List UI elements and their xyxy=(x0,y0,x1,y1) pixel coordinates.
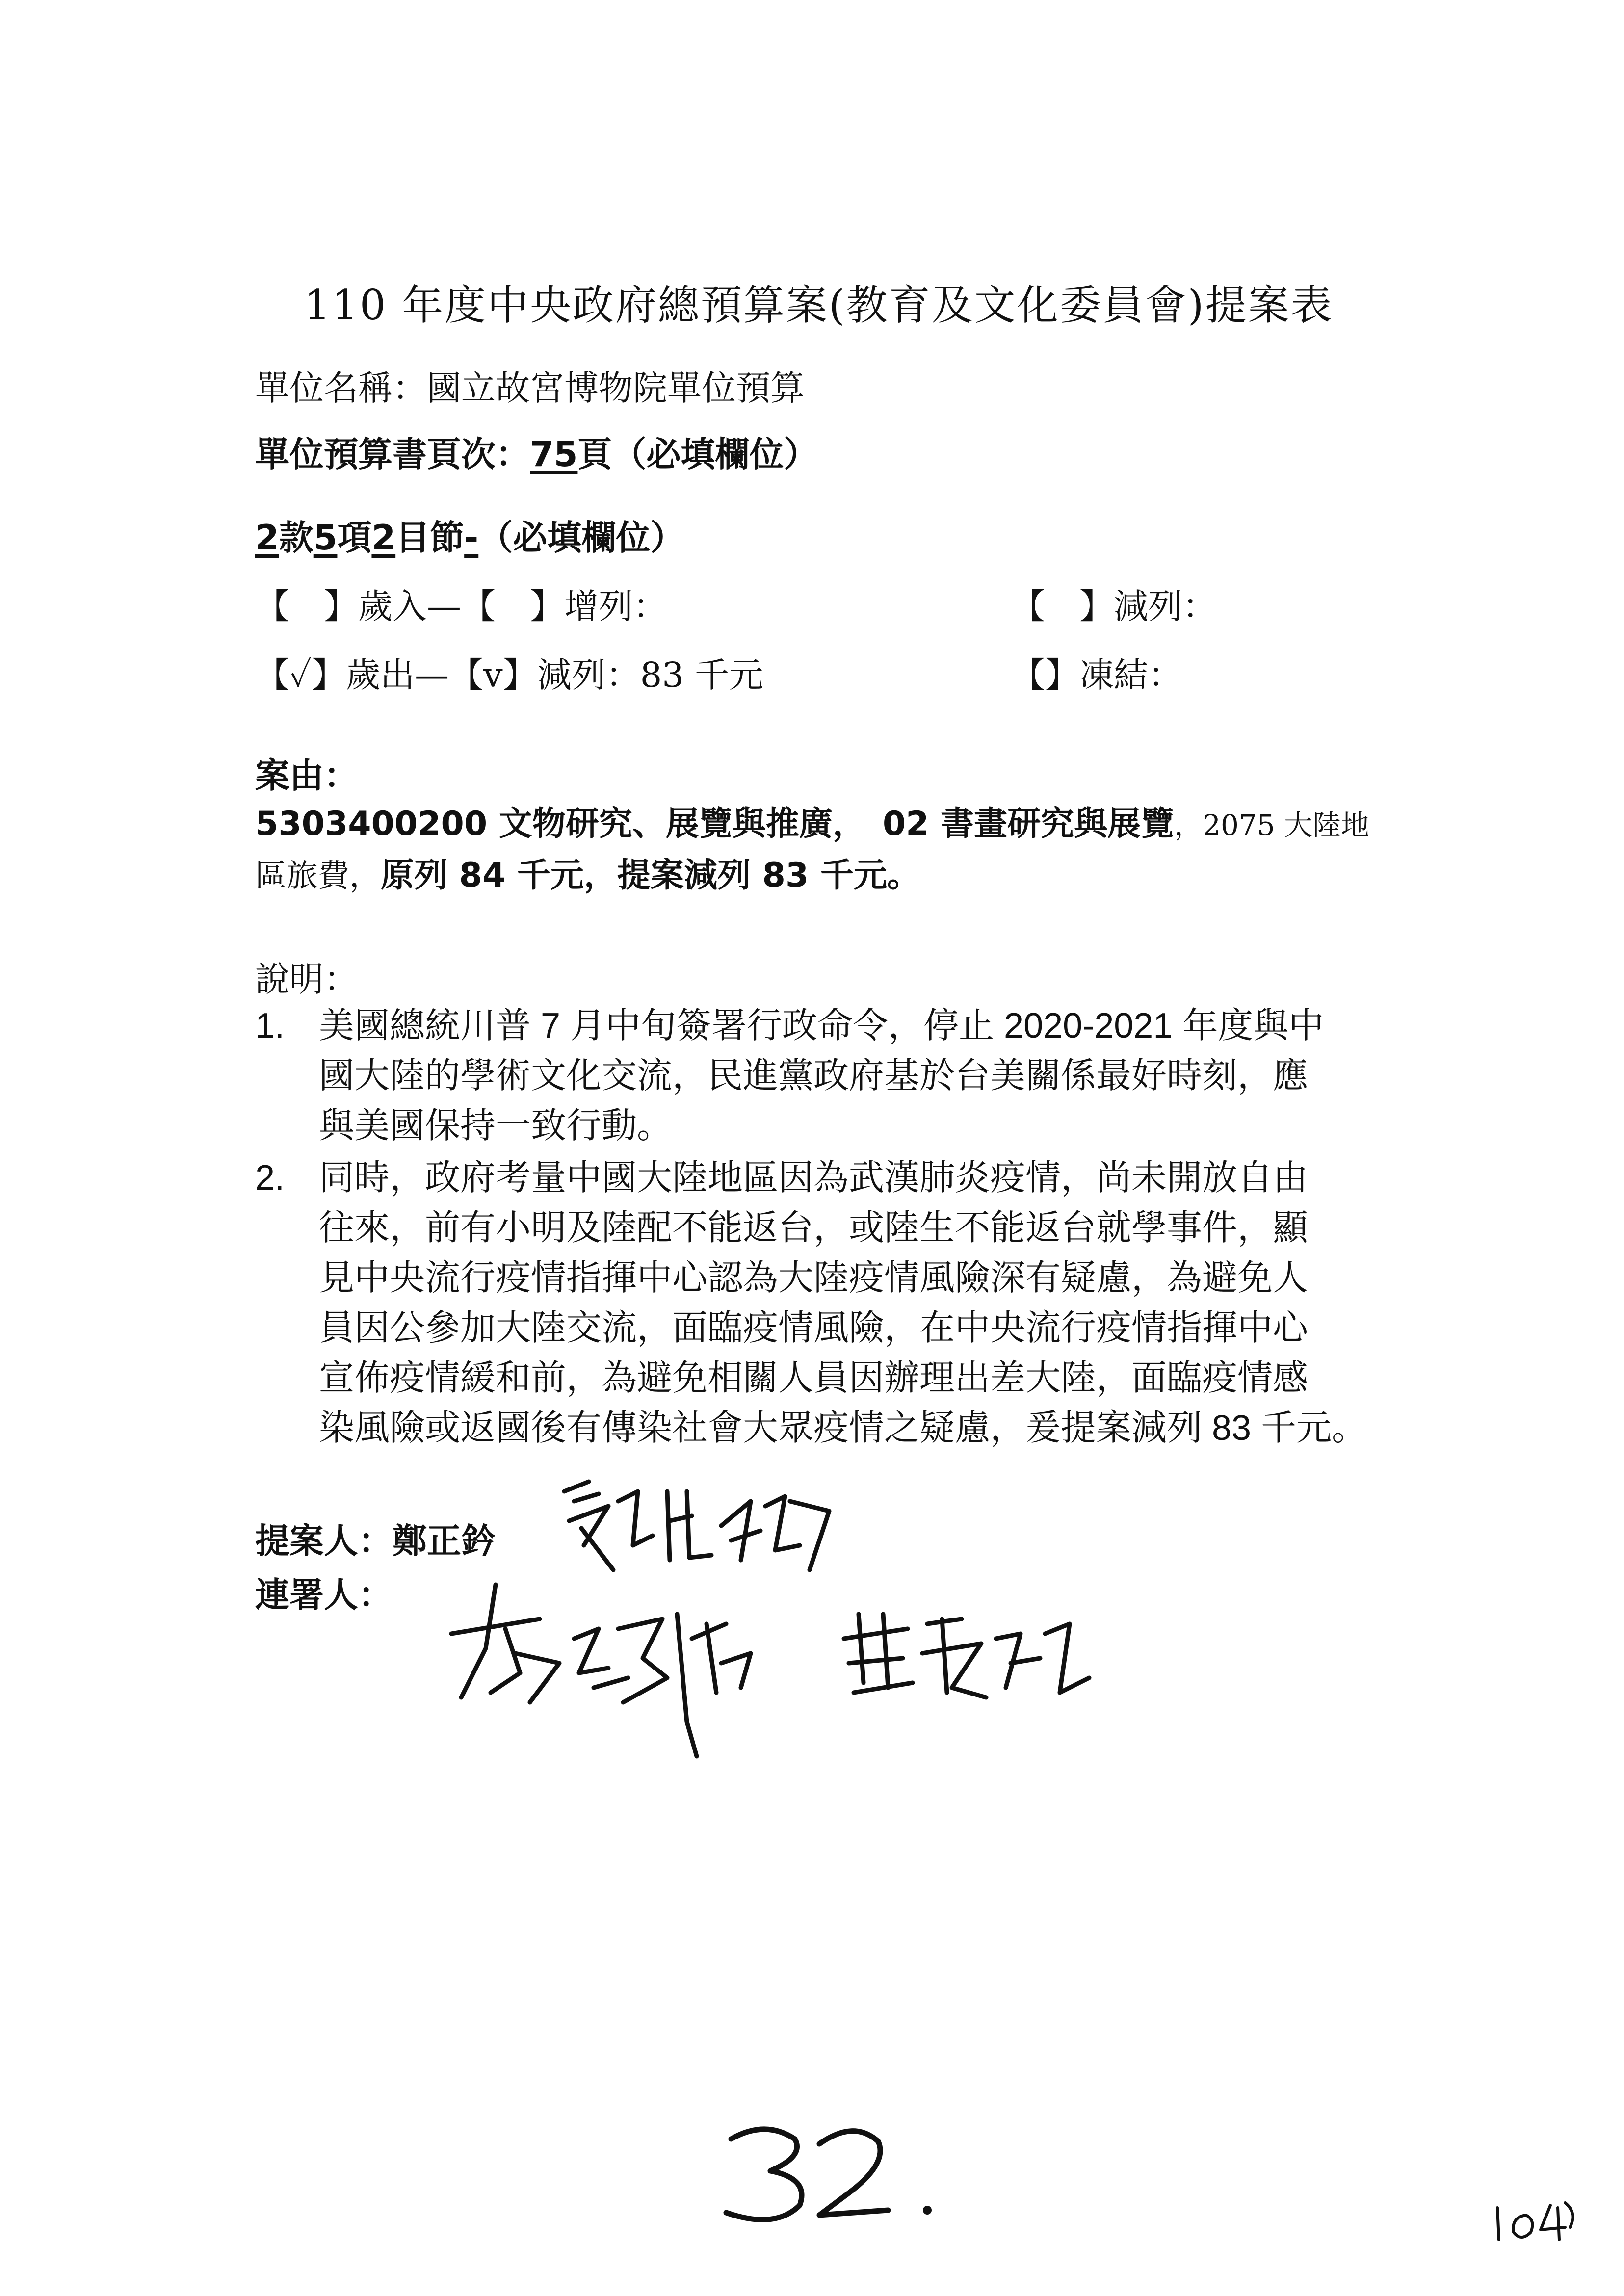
cosigner-label: 連署人： xyxy=(255,1575,393,1615)
section-xiang: 5 xyxy=(313,518,338,558)
explanation-item xyxy=(255,1153,314,1203)
handwritten-page-number xyxy=(721,2119,947,2234)
explanation-line: 往來，前有小明及陸配不能返台，或陸生不能返台就學事件，顯 xyxy=(319,1208,1309,1248)
explanation-line: 國大陸的學術文化交流，民進黨政府基於台美關係最好時刻，應 xyxy=(319,1056,1309,1096)
explanation-line: 見中央流行疫情指揮中心認為大陸疫情風險深有疑慮，為避免人 xyxy=(319,1258,1309,1298)
reason-amount: 原列 84 千元，提案減列 83 千元。 xyxy=(381,856,920,895)
explanation-line: 同時，政府考量中國大陸地區因為武漢肺炎疫情，尚未開放自由 xyxy=(319,1158,1309,1198)
reason-line-2 xyxy=(255,849,920,896)
cosigner-signature-2 xyxy=(834,1604,1109,1714)
budget-page-prefix: 單位預算書頁次： xyxy=(255,434,530,474)
explanation-label: 說明： xyxy=(255,959,358,999)
explanation-line: 美國總統川普 7 月中旬簽署行政命令，停止 2020-2021 年度與中 xyxy=(319,1006,1324,1045)
section-jie: - xyxy=(464,518,479,558)
explanation-item-number: 1. xyxy=(255,1006,285,1045)
section-mu: 2 xyxy=(371,518,396,558)
reason-label: 案由： xyxy=(255,756,358,796)
section-note: （必填欄位） xyxy=(478,518,685,558)
unit-name: 單位名稱：國立故宮博物院單位預算 xyxy=(255,368,805,408)
corner-handwritten-note xyxy=(1492,2193,1585,2249)
explanation-item-text xyxy=(319,1001,1324,1151)
section-kuan: 2 xyxy=(255,518,279,558)
proposer-signature xyxy=(554,1472,859,1592)
explanation-item-text xyxy=(319,1153,1367,1453)
cosigner-signature-1 xyxy=(432,1575,775,1763)
option-revenue-decrease: 【 】減列： xyxy=(1011,586,1217,626)
option-revenue-increase: 【 】歲入—【 】增列： xyxy=(255,586,667,626)
explanation-line: 員因公參加大陸交流，面臨疫情風險，在中央流行疫情指揮中心 xyxy=(319,1308,1309,1348)
reason-item-cont: 區旅費， xyxy=(255,858,381,894)
section-kuan-label: 款 xyxy=(279,518,314,558)
explanation-line: 染風險或返國後有傳染社會大眾疫情之疑慮，爰提案減列 83 千元。 xyxy=(319,1409,1367,1448)
budget-section-line xyxy=(255,510,684,560)
document-title: 110 年度中央政府總預算案(教育及文化委員會)提案表 xyxy=(304,281,1334,329)
reason-program: 5303400200 文物研究、展覽與推廣， 02 書畫研究與展覽 xyxy=(255,805,1175,843)
explanation-line: 宣佈疫情緩和前，為避免相關人員因辦理出差大陸，面臨疫情感 xyxy=(319,1358,1309,1398)
explanation-item-number: 2. xyxy=(255,1158,285,1198)
budget-page-number: 75 xyxy=(530,434,578,474)
explanation-item xyxy=(255,1001,314,1051)
explanation-line: 與美國保持一致行動。 xyxy=(319,1106,673,1146)
option-freeze: 【】凍結： xyxy=(1011,655,1182,695)
reason-line-1 xyxy=(255,797,1369,845)
option-expenditure-decrease: 【✓】歲出—【v】減列：83 千元 xyxy=(255,655,764,695)
reason-item: ，2075 大陸地 xyxy=(1174,809,1370,842)
budget-page-suffix: 頁（必填欄位） xyxy=(577,434,818,474)
section-xiang-label: 項 xyxy=(337,518,372,558)
section-mu-label: 目節 xyxy=(395,518,465,558)
proposer-label: 提案人：鄭正鈐 xyxy=(255,1521,496,1561)
budget-page-line xyxy=(255,427,818,476)
